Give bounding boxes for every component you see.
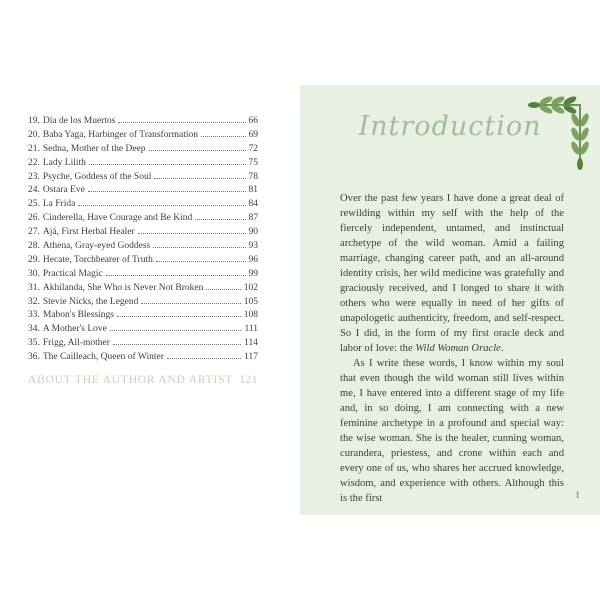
toc-entry-title: Athena, Gray-eyed Goddess bbox=[42, 241, 151, 252]
toc-entry-page: 93 bbox=[248, 241, 258, 252]
toc-entry bbox=[28, 143, 258, 157]
toc-entry-page: 99 bbox=[248, 268, 258, 279]
toc-entry bbox=[28, 240, 258, 254]
toc-entry-title: Sedna, Mother of the Deep bbox=[42, 143, 146, 154]
toc-entry bbox=[28, 157, 258, 171]
dot-leader bbox=[106, 275, 246, 276]
toc-entry bbox=[28, 309, 258, 323]
toc-entry-number: 28. bbox=[28, 241, 40, 252]
toc-entry-title: Akhilanda, She Who is Never Not Broken bbox=[42, 282, 204, 293]
toc-entry-title: Baba Yaga, Harbinger of Transformation bbox=[42, 129, 199, 140]
toc-entry-page: 90 bbox=[248, 227, 258, 238]
toc-list bbox=[28, 115, 258, 386]
toc-entry-page: 72 bbox=[248, 143, 258, 154]
dot-leader bbox=[167, 358, 241, 359]
toc-entry-title: Practical Magic bbox=[42, 268, 103, 279]
toc-entry-number: 19. bbox=[28, 116, 40, 126]
dot-leader bbox=[206, 289, 240, 290]
toc-entry-title: Frigg, All-mother bbox=[42, 338, 110, 349]
toc-entry-title: Stevie Nicks, the Legend bbox=[42, 296, 139, 307]
dot-leader bbox=[110, 330, 242, 331]
dot-leader bbox=[118, 122, 245, 123]
page-number: 1 bbox=[575, 491, 580, 501]
toc-entry-page: 111 bbox=[244, 324, 258, 335]
toc-entry-page: 75 bbox=[248, 157, 258, 168]
toc-entry-title: A Mother's Love bbox=[42, 324, 107, 335]
toc-entry-page: 87 bbox=[248, 213, 258, 224]
intro-paragraph-2: As I write these words, I know within my soul that even though the wild woman still lives within me, I have entered into a different stage of my life and, in so doing, I am connecting with a new feminine archetype in a profound and special way: the wise woman. She is the healer, cunning woman, curandera, priestess, and crone within each and every one of us, who shares her accrued knowledge, wisdom, and experience with others. Although this is the first bbox=[340, 358, 564, 504]
dot-leader bbox=[153, 247, 245, 248]
toc-entry bbox=[28, 351, 258, 365]
toc-entry-title: Cinderella, Have Courage and Be Kind bbox=[42, 213, 193, 224]
toc-entry-number: 29. bbox=[28, 254, 40, 265]
toc-entry bbox=[28, 198, 258, 212]
toc-entry-page: 117 bbox=[244, 352, 258, 363]
toc-entry-page: 84 bbox=[248, 199, 258, 210]
toc-entry-page: 69 bbox=[248, 129, 258, 140]
toc-entry-number: 31. bbox=[28, 282, 40, 293]
toc-entry bbox=[28, 184, 258, 198]
toc-entry bbox=[28, 171, 258, 185]
toc-entry-page: 66 bbox=[248, 116, 258, 126]
intro-paragraph-1 bbox=[340, 191, 564, 356]
toc-entry bbox=[28, 212, 258, 226]
toc-entry-number: 23. bbox=[28, 171, 40, 182]
toc-entry-title: Mabon's Blessings bbox=[42, 310, 114, 321]
dot-leader bbox=[89, 164, 246, 165]
toc-entry-page: 102 bbox=[243, 282, 258, 293]
toc-entry-title: Psyche, Goddess of the Soul bbox=[42, 171, 152, 182]
about-page-number: 121 bbox=[239, 374, 258, 387]
book-title-italic: Wild Woman Oracle bbox=[415, 343, 501, 354]
toc-entry bbox=[28, 268, 258, 282]
toc-entry bbox=[28, 254, 258, 268]
page-left-contents bbox=[20, 85, 300, 515]
dot-leader bbox=[113, 344, 241, 345]
toc-entry-number: 36. bbox=[28, 352, 40, 363]
toc-entry-number: 25. bbox=[28, 199, 40, 210]
toc-entry-page: 96 bbox=[248, 254, 258, 265]
dot-leader bbox=[141, 303, 240, 304]
toc-entry-number: 26. bbox=[28, 213, 40, 224]
toc-entry bbox=[28, 337, 258, 351]
toc-entry-title: The Cailleach, Queen of Winter bbox=[42, 352, 164, 363]
toc-entry-page: 108 bbox=[243, 310, 258, 321]
paragraph-1-period: . bbox=[500, 343, 504, 354]
toc-entry-number: 30. bbox=[28, 268, 40, 279]
toc-entry bbox=[28, 296, 258, 310]
toc-entry-number: 32. bbox=[28, 296, 40, 307]
toc-entry-title: La Frida bbox=[42, 199, 76, 210]
toc-entry-title: Lady Lilith bbox=[42, 157, 86, 168]
leaf-branch-corner-icon bbox=[527, 96, 589, 178]
toc-entry-number: 24. bbox=[28, 185, 40, 196]
intro-body-text bbox=[340, 191, 564, 506]
toc-entry-page: 81 bbox=[248, 185, 258, 196]
about-label: ABOUT THE AUTHOR AND ARTIST bbox=[28, 374, 234, 387]
toc-entry-page: 114 bbox=[244, 338, 258, 349]
dot-leader bbox=[88, 191, 246, 192]
toc-entry bbox=[28, 226, 258, 240]
dot-leader bbox=[138, 233, 246, 234]
dot-leader bbox=[195, 219, 245, 220]
toc-entry bbox=[28, 115, 258, 129]
toc-entry-page: 105 bbox=[243, 296, 258, 307]
dot-leader bbox=[156, 261, 246, 262]
toc-entry-number: 21. bbox=[28, 143, 40, 154]
intro-title: Introduction bbox=[358, 111, 542, 142]
dot-leader bbox=[154, 178, 245, 179]
toc-entry bbox=[28, 129, 258, 143]
toc-entry-title: Hecate, Torchbearer of Truth bbox=[42, 254, 153, 265]
dot-leader bbox=[201, 136, 245, 137]
dot-leader bbox=[117, 316, 241, 317]
toc-entry-page: 78 bbox=[248, 171, 258, 182]
page-right-introduction bbox=[300, 85, 600, 515]
toc-entry-number: 35. bbox=[28, 338, 40, 349]
toc-entry-number: 34. bbox=[28, 324, 40, 335]
toc-entry-title: Ostara Eve bbox=[42, 185, 85, 196]
toc-entry-number: 33. bbox=[28, 310, 40, 321]
toc-entry-number: 20. bbox=[28, 129, 40, 140]
toc-entry-title: Ajá, First Herbal Healer bbox=[42, 227, 135, 238]
toc-entry bbox=[28, 323, 258, 337]
dot-leader bbox=[149, 150, 246, 151]
toc-entry-number: 22. bbox=[28, 157, 40, 168]
toc-entry-number: 27. bbox=[28, 227, 40, 238]
toc-entry bbox=[28, 282, 258, 296]
dot-leader bbox=[78, 205, 245, 206]
about-row bbox=[28, 374, 258, 386]
paragraph-1-text: Over the past few years I have done a great deal of rewilding within my self with the help of the fiercely independent, untamed, and instinctual archetype of the wild woman. Amid a failing marriage, changing career path, and an all-around identity crisis, her wild medicine was gratefully and graciously received, and I longed to share it with others who were equally in need of her gifts of unapologetic authenticity, freedom, and self-respect. So I did, in the form of my first oracle deck and labor of love: the bbox=[340, 193, 564, 354]
toc-entry-title: Día de los Muertos bbox=[42, 116, 116, 126]
